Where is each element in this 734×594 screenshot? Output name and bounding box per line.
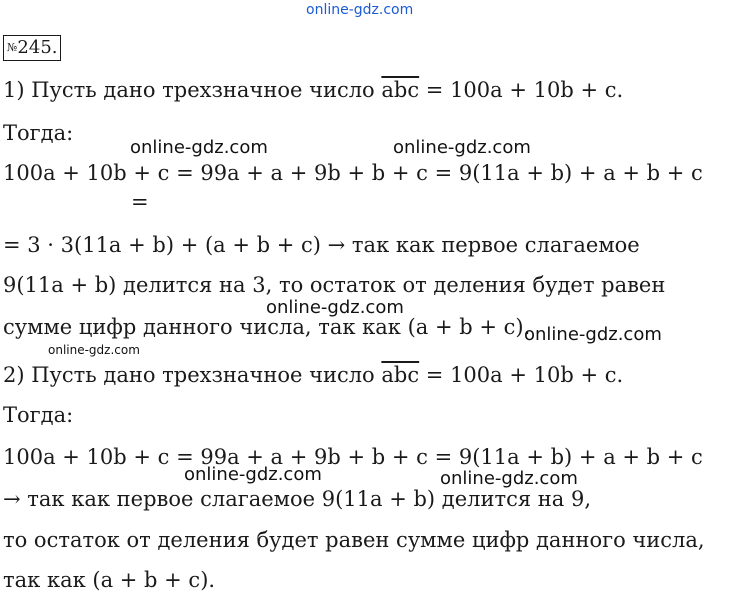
part2-eq1: 100a + 10b + c = 99a + a + 9b + b + c = 9(11a + b) + a + b + c <box>3 445 703 469</box>
part1-eq3: 9(11a + b) делится на 3, то остаток от деления будет равен <box>3 273 666 297</box>
part1-then: Тогда: <box>3 121 74 145</box>
watermark-top: online-gdz.com <box>306 2 414 18</box>
part1-eq-mark: = <box>131 190 149 214</box>
problem-number: 245. <box>17 37 58 58</box>
part1-abc-overline: $\overline{abc}$ <box>381 78 420 102</box>
part1-eq4: сумме цифр данного числа, так как (a + b + c). <box>3 315 531 339</box>
number-sign: № <box>7 41 18 54</box>
part2-intro <box>3 363 623 387</box>
part2-eq2: → так как первое слагаемое 9(11a + b) делится на 9, <box>3 487 592 511</box>
part1-intro-prefix: 1) Пусть дано трехзначное число <box>3 78 382 102</box>
watermark: online-gdz.com <box>130 137 268 158</box>
watermark: online-gdz.com <box>48 343 140 357</box>
problem-number-box <box>3 35 61 61</box>
watermark: online-gdz.com <box>393 137 531 158</box>
part2-then: Тогда: <box>3 403 74 427</box>
watermark: online-gdz.com <box>524 324 662 345</box>
part2-eq3: то остаток от деления будет равен сумме цифр данного числа, <box>3 528 705 552</box>
part1-eq1: 100a + 10b + c = 99a + a + 9b + b + c = 9(11a + b) + a + b + c <box>3 161 703 185</box>
part1-eq2: = 3 · 3(11a + b) + (a + b + c) → так как первое слагаемое <box>3 233 640 257</box>
part1-intro <box>3 78 623 102</box>
part2-intro-prefix: 2) Пусть дано трехзначное число <box>3 363 382 387</box>
part2-eq4: так как (a + b + c). <box>3 568 216 592</box>
part2-abc-overline: $\overline{abc}$ <box>381 363 420 387</box>
watermark: online-gdz.com <box>440 468 578 489</box>
part1-intro-suffix: = 100a + 10b + c. <box>419 78 624 102</box>
part2-intro-suffix: = 100a + 10b + c. <box>419 363 624 387</box>
watermark: online-gdz.com <box>266 297 404 318</box>
watermark: online-gdz.com <box>184 464 322 485</box>
